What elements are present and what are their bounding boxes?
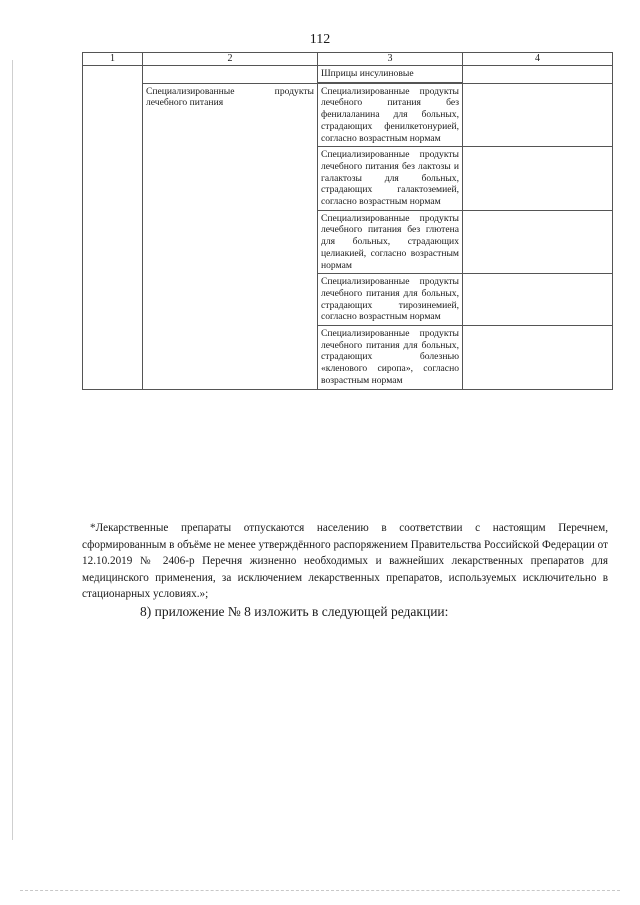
table-cell-col4 — [463, 326, 613, 390]
column-header: 3 — [318, 53, 463, 66]
medications-table — [82, 52, 613, 390]
table-cell-group-name: Специализированные продукты лечебного питания — [143, 83, 318, 389]
table-cell-col1 — [83, 66, 143, 390]
table-cell-item: Специализированные продукты лечебного питания для больных, страдающих тирозинемией, согласно возрастным нормам — [318, 274, 463, 326]
scan-margin-line — [12, 60, 13, 840]
table-row — [83, 66, 613, 83]
table-cell-col4 — [463, 274, 613, 326]
table-cell-item: Специализированные продукты лечебного питания для больных, страдающих болезнью «кленового сиропа», согласно возрастным нормам — [318, 326, 463, 390]
table-cell-item: Специализированные продукты лечебного питания без лактозы и галактозы для больных, страдающих галактоземией, согласно возрастным нормам — [318, 147, 463, 211]
column-header: 4 — [463, 53, 613, 66]
footnote: *Лекарственные препараты отпускаются населению в соответствии с настоящим Перечнем, сформированным в объёме не менее утверждённого распоряжением Правительства Российской Федерации от 12.10.2019 № 2406-р Перечня жизненно необходимых и важнейших лекарственных препаратов для медицинского применения, за исключением лекарственных препаратов, используемых исключительно в стационарных условиях.»; — [82, 522, 608, 601]
table-cell-col3: Шприцы инсулиновые — [318, 66, 463, 83]
table-header-row — [83, 53, 613, 66]
table-cell-item: Специализированные продукты лечебного питания без глютена для больных, страдающих целиакией, согласно возрастным нормам — [318, 210, 463, 274]
table-cell-col4 — [463, 147, 613, 211]
table-cell-col4 — [463, 83, 613, 147]
table-cell-col4 — [463, 210, 613, 274]
scan-bottom-edge — [20, 890, 620, 892]
page-number: 112 — [309, 32, 331, 47]
table-row — [83, 83, 613, 147]
table-cell-item: Специализированные продукты лечебного питания без фенилаланина для больных, страдающих фенилкетонурией, согласно возрастным нормам — [318, 83, 463, 147]
table-cell-col4 — [463, 66, 613, 84]
table-cell-col2 — [143, 66, 318, 84]
amendment-paragraph: 8) приложение № 8 изложить в следующей редакции: — [140, 604, 449, 619]
column-header: 2 — [143, 53, 318, 66]
column-header: 1 — [83, 53, 143, 66]
